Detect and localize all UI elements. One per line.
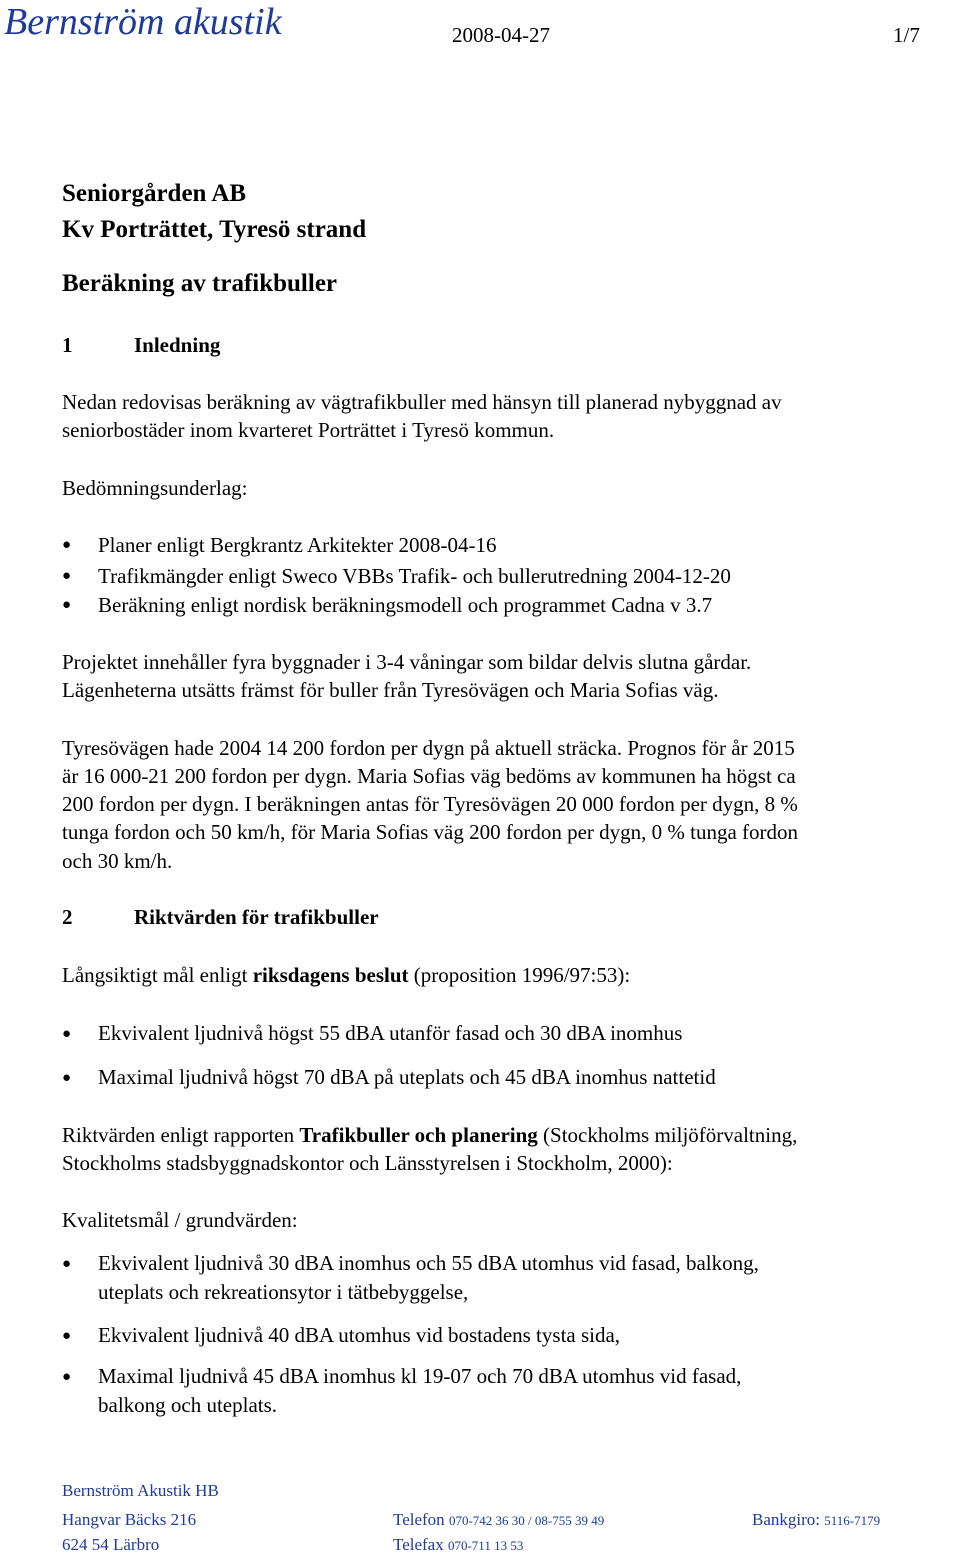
- fax-label: Telefax: [393, 1535, 444, 1554]
- report-paragraph: [62, 1121, 797, 1150]
- section-number: 2: [62, 905, 73, 929]
- client-name: Seniorgården AB: [62, 180, 247, 207]
- traffic-line: och 30 km/h.: [62, 849, 173, 873]
- list-item: Beräkning enligt nordisk beräkningsmodell och programmet Cadna v 3.7: [98, 593, 713, 617]
- section-heading-2: [62, 904, 379, 930]
- bankgiro-number: 5116-7179: [824, 1513, 881, 1528]
- bullet-icon: ●: [62, 1070, 72, 1086]
- list-item-continuation: uteplats och rekreationsytor i tätbebyggelse,: [98, 1280, 469, 1304]
- goal-paragraph: [62, 961, 630, 990]
- bullet-icon: ●: [62, 1026, 72, 1042]
- goal-text: Långsiktigt mål enligt: [62, 963, 253, 987]
- bullet-icon: ●: [62, 568, 72, 584]
- traffic-line: är 16 000-21 200 fordon per dygn. Maria Sofias väg bedöms av kommunen ha högst ca: [62, 764, 796, 788]
- report-text: (Stockholms miljöförvaltning,: [537, 1123, 798, 1147]
- report-line: Stockholms stadsbyggnadskontor och Länsstyrelsen i Stockholm, 2000):: [62, 1151, 673, 1175]
- traffic-line: tunga fordon och 50 km/h, för Maria Sofias väg 200 fordon per dygn, 0 % tunga fordon: [62, 820, 799, 844]
- phone-number: 070-742 36 30 / 08-755 39 49: [448, 1513, 605, 1528]
- report-bold-text: Trafikbuller och planering: [299, 1123, 538, 1147]
- project-name: Kv Porträttet, Tyresö strand: [62, 216, 367, 243]
- project-line: Projektet innehåller fyra byggnader i 3-4 våningar som bildar delvis slutna gårdar.: [62, 650, 752, 674]
- list-item-continuation: balkong och uteplats.: [98, 1393, 278, 1417]
- footer-company: Bernström Akustik HB: [62, 1481, 219, 1500]
- bullet-icon: ●: [62, 1369, 72, 1385]
- footer-phone: [393, 1509, 604, 1532]
- page-number: 1/7: [893, 23, 920, 47]
- bankgiro-label: Bankgiro:: [752, 1510, 820, 1529]
- fax-number: 070-711 13 53: [447, 1538, 524, 1553]
- list-item: Ekvivalent ljudnivå högst 55 dBA utanför fasad och 30 dBA inomhus: [98, 1021, 683, 1045]
- list-item: Ekvivalent ljudnivå 30 dBA inomhus och 55 dBA utomhus vid fasad, balkong,: [98, 1251, 759, 1275]
- footer-address-2: 624 54 Lärbro: [62, 1535, 160, 1554]
- traffic-line: 200 fordon per dygn. I beräkningen antas för Tyresövägen 20 000 fordon per dygn, 8 %: [62, 792, 798, 816]
- bullet-icon: ●: [62, 1256, 72, 1272]
- list-item: Ekvivalent ljudnivå 40 dBA utomhus vid bostadens tysta sida,: [98, 1323, 621, 1347]
- list-item: Maximal ljudnivå högst 70 dBA på uteplats och 45 dBA inomhus nattetid: [98, 1065, 716, 1089]
- footer-bankgiro: [752, 1509, 880, 1532]
- company-logo-text: Bernström akustik: [4, 1, 282, 43]
- goal-text: (proposition 1996/97:53):: [408, 963, 631, 987]
- document-title: Beräkning av trafikbuller: [62, 270, 338, 297]
- list-item: Planer enligt Bergkrantz Arkitekter 2008-04-16: [98, 533, 497, 557]
- project-line: Lägenheterna utsätts främst för buller från Tyresövägen och Maria Sofias väg.: [62, 678, 719, 702]
- bullet-icon: ●: [62, 597, 72, 613]
- section-number: 1: [62, 333, 73, 357]
- footer-fax: [393, 1534, 523, 1557]
- traffic-line: Tyresövägen hade 2004 14 200 fordon per dygn på aktuell sträcka. Prognos för år 2015: [62, 736, 795, 760]
- footer-address-1: Hangvar Bäcks 216: [62, 1510, 197, 1529]
- phone-label: Telefon: [393, 1510, 445, 1529]
- list-item: Maximal ljudnivå 45 dBA inomhus kl 19-07 och 70 dBA utomhus vid fasad,: [98, 1364, 742, 1388]
- bullet-icon: ●: [62, 1328, 72, 1344]
- section-heading-1: [62, 332, 220, 358]
- quality-label: Kvalitetsmål / grundvärden:: [62, 1208, 298, 1232]
- report-text: Riktvärden enligt rapporten: [62, 1123, 300, 1147]
- section-title: Inledning: [134, 333, 221, 357]
- basis-label: Bedömningsunderlag:: [62, 476, 248, 500]
- intro-line: Nedan redovisas beräkning av vägtrafikbuller med hänsyn till planerad nybyggnad av: [62, 390, 782, 414]
- section-title: Riktvärden för trafikbuller: [134, 905, 379, 929]
- intro-line: seniorbostäder inom kvarteret Porträttet i Tyresö kommun.: [62, 418, 555, 442]
- bullet-icon: ●: [62, 537, 72, 553]
- goal-bold-text: riksdagens beslut: [252, 963, 409, 987]
- list-item: Trafikmängder enligt Sweco VBBs Trafik- och bullerutredning 2004-12-20: [98, 564, 731, 588]
- document-date: 2008-04-27: [452, 23, 550, 47]
